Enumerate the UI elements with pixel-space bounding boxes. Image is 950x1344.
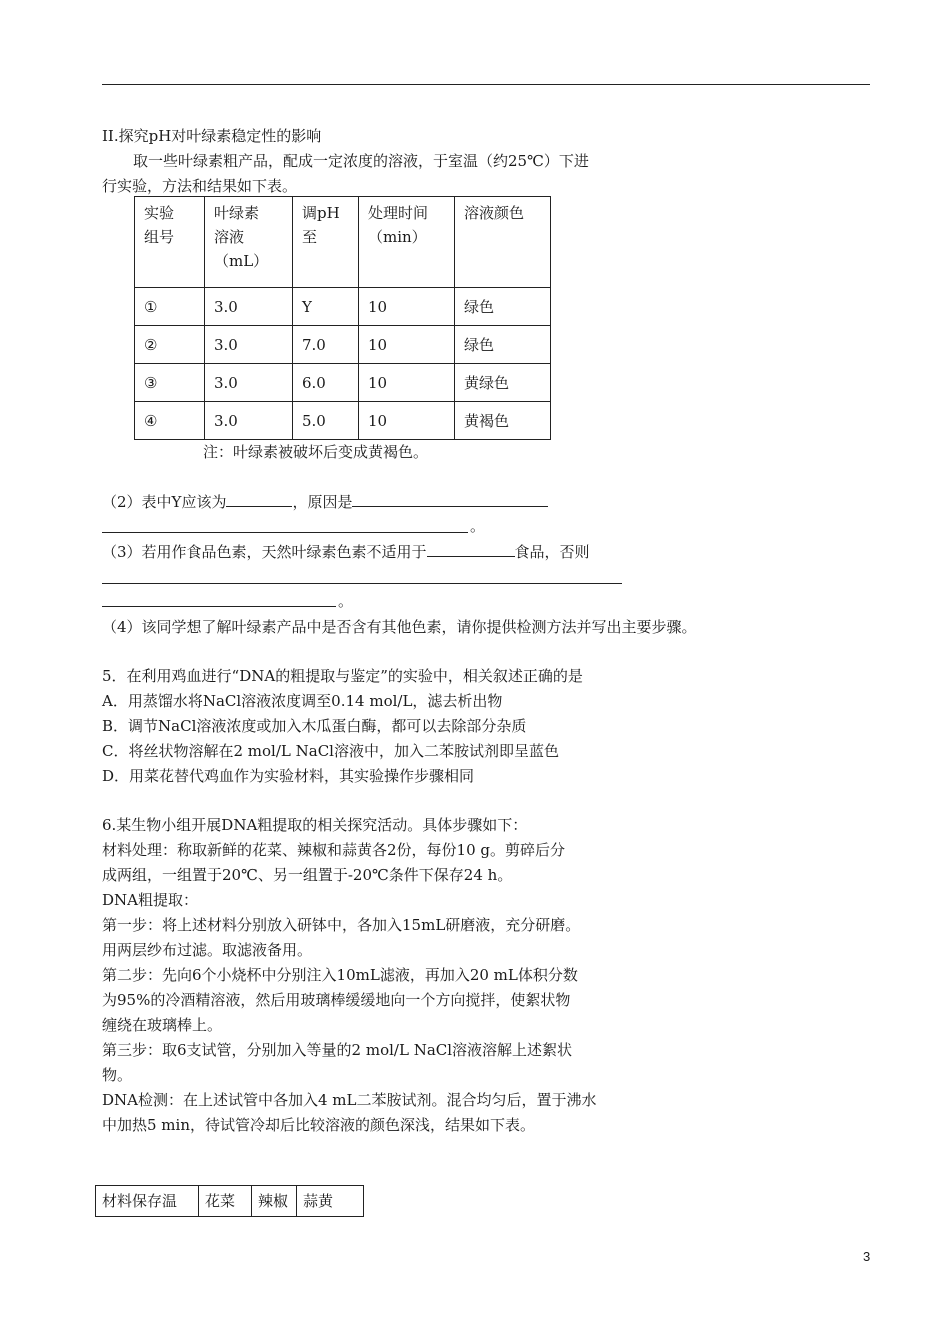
- question-5-stem: 5．在利用鸡血进行“DNA的粗提取与鉴定”的实验中，相关叙述正确的是: [102, 667, 583, 685]
- question-4: （4）该同学想了解叶绿素产品中是否含有其他色素，请你提供检测方法并写出主要步骤。: [102, 618, 697, 636]
- option-c[interactable]: C．将丝状物溶解在2 mol/L NaCl溶液中，加入二苯胺试剂即呈蓝色: [102, 742, 559, 760]
- header-cell: 材料保存温: [96, 1186, 199, 1217]
- header-cell: 叶绿素 溶液 （mL）: [205, 197, 293, 288]
- table-cell: ①: [135, 288, 205, 326]
- table-cell: ③: [135, 364, 205, 402]
- table-cell: 5.0: [293, 402, 359, 440]
- page-number: 3: [863, 1249, 871, 1264]
- header-cell: 调pH 至: [293, 197, 359, 288]
- table-cell: 6.0: [293, 364, 359, 402]
- table-cell: 绿色: [455, 326, 551, 364]
- table-cell: 3.0: [205, 326, 293, 364]
- table-cell: Y: [293, 288, 359, 326]
- table-row: [135, 364, 551, 402]
- option-b[interactable]: B．调节NaCl溶液浓度或加入木瓜蛋白酶，都可以去除部分杂质: [102, 717, 527, 735]
- ph-experiment-table: [134, 196, 551, 440]
- question-2: （2）表中Y应该为 ，原因是: [102, 491, 548, 512]
- table-row: [135, 288, 551, 326]
- header-rule: [102, 84, 870, 85]
- answer-line[interactable]: [102, 532, 468, 533]
- table-cell: 黄褐色: [455, 402, 551, 440]
- q6-line: 第二步：先向6个小烧杯中分别注入10mL滤液，再加入20 mL体积分数: [102, 966, 578, 984]
- question-3: （3）若用作食品色素，天然叶绿素色素不适用于 食品，否则: [102, 543, 590, 561]
- table-cell: ②: [135, 326, 205, 364]
- option-d[interactable]: D．用菜花替代鸡血作为实验材料，其实验操作步骤相同: [102, 767, 475, 785]
- table-cell: 3.0: [205, 364, 293, 402]
- q6-line: 中加热5 min，待试管冷却后比较溶液的颜色深浅，结果如下表。: [102, 1116, 535, 1134]
- table-cell: 10: [359, 364, 455, 402]
- q6-line: 第三步：取6支试管，分别加入等量的2 mol/L NaCl溶液溶解上述絮状: [102, 1041, 573, 1059]
- intro-line-1: 取一些叶绿素粗产品，配成一定浓度的溶液，于室温（约25℃）下进: [133, 152, 589, 170]
- q6-line: 物。: [102, 1066, 133, 1084]
- table-cell: 10: [359, 326, 455, 364]
- table-cell: 3.0: [205, 402, 293, 440]
- table-cell: ④: [135, 402, 205, 440]
- answer-line[interactable]: [102, 606, 336, 607]
- table-header-row: [135, 197, 551, 288]
- table-row: [135, 402, 551, 440]
- q6-line: 成两组，一组置于20℃、另一组置于-20℃条件下保存24 h。: [102, 866, 513, 884]
- q6-line: DNA粗提取：: [102, 891, 198, 909]
- q6-line: 6.某生物小组开展DNA粗提取的相关探究活动。具体步骤如下：: [102, 816, 528, 834]
- header-cell: 花菜: [199, 1186, 252, 1217]
- dna-results-table: [95, 1185, 364, 1217]
- table-header-row: [96, 1186, 364, 1217]
- question-2-end: 。: [470, 517, 486, 535]
- answer-blank[interactable]: [427, 541, 515, 557]
- table-cell: 绿色: [455, 288, 551, 326]
- option-a[interactable]: A．用蒸馏水将NaCl溶液浓度调至0.14 mol/L，滤去析出物: [102, 692, 503, 710]
- table-cell: 3.0: [205, 288, 293, 326]
- answer-blank[interactable]: [352, 491, 548, 507]
- header-cell: 辣椒: [252, 1186, 297, 1217]
- q6-line: 第一步：将上述材料分别放入研钵中，各加入15mL研磨液，充分研磨。: [102, 916, 581, 934]
- header-cell: 溶液颜色: [455, 197, 551, 288]
- header-cell: 实验 组号: [135, 197, 205, 288]
- table-note: 注：叶绿素被破坏后变成黄褐色。: [203, 443, 429, 461]
- table-cell: 7.0: [293, 326, 359, 364]
- intro-line-2: 行实验，方法和结果如下表。: [102, 177, 298, 195]
- answer-line[interactable]: [102, 583, 622, 584]
- q6-line: DNA检测：在上述试管中各加入4 mL二苯胺试剂。混合均匀后，置于沸水: [102, 1091, 597, 1109]
- q6-line: 缠绕在玻璃棒上。: [102, 1016, 223, 1034]
- table-cell: 黄绿色: [455, 364, 551, 402]
- header-cell: 蒜黄: [297, 1186, 364, 1217]
- q6-line: 为95%的冷酒精溶液，然后用玻璃棒缓缓地向一个方向搅拌，使絮状物: [102, 991, 571, 1009]
- table-cell: 10: [359, 288, 455, 326]
- table-row: [135, 326, 551, 364]
- q6-line: 用两层纱布过滤。取滤液备用。: [102, 941, 313, 959]
- table-cell: 10: [359, 402, 455, 440]
- q6-line: 材料处理：称取新鲜的花菜、辣椒和蒜黄各2份，每份10 g。剪碎后分: [102, 841, 566, 859]
- answer-blank[interactable]: [226, 491, 292, 507]
- question-3-end: 。: [338, 592, 354, 610]
- section-title: II.探究pH对叶绿素稳定性的影响: [102, 127, 322, 145]
- header-cell: 处理时间 （min）: [359, 197, 455, 288]
